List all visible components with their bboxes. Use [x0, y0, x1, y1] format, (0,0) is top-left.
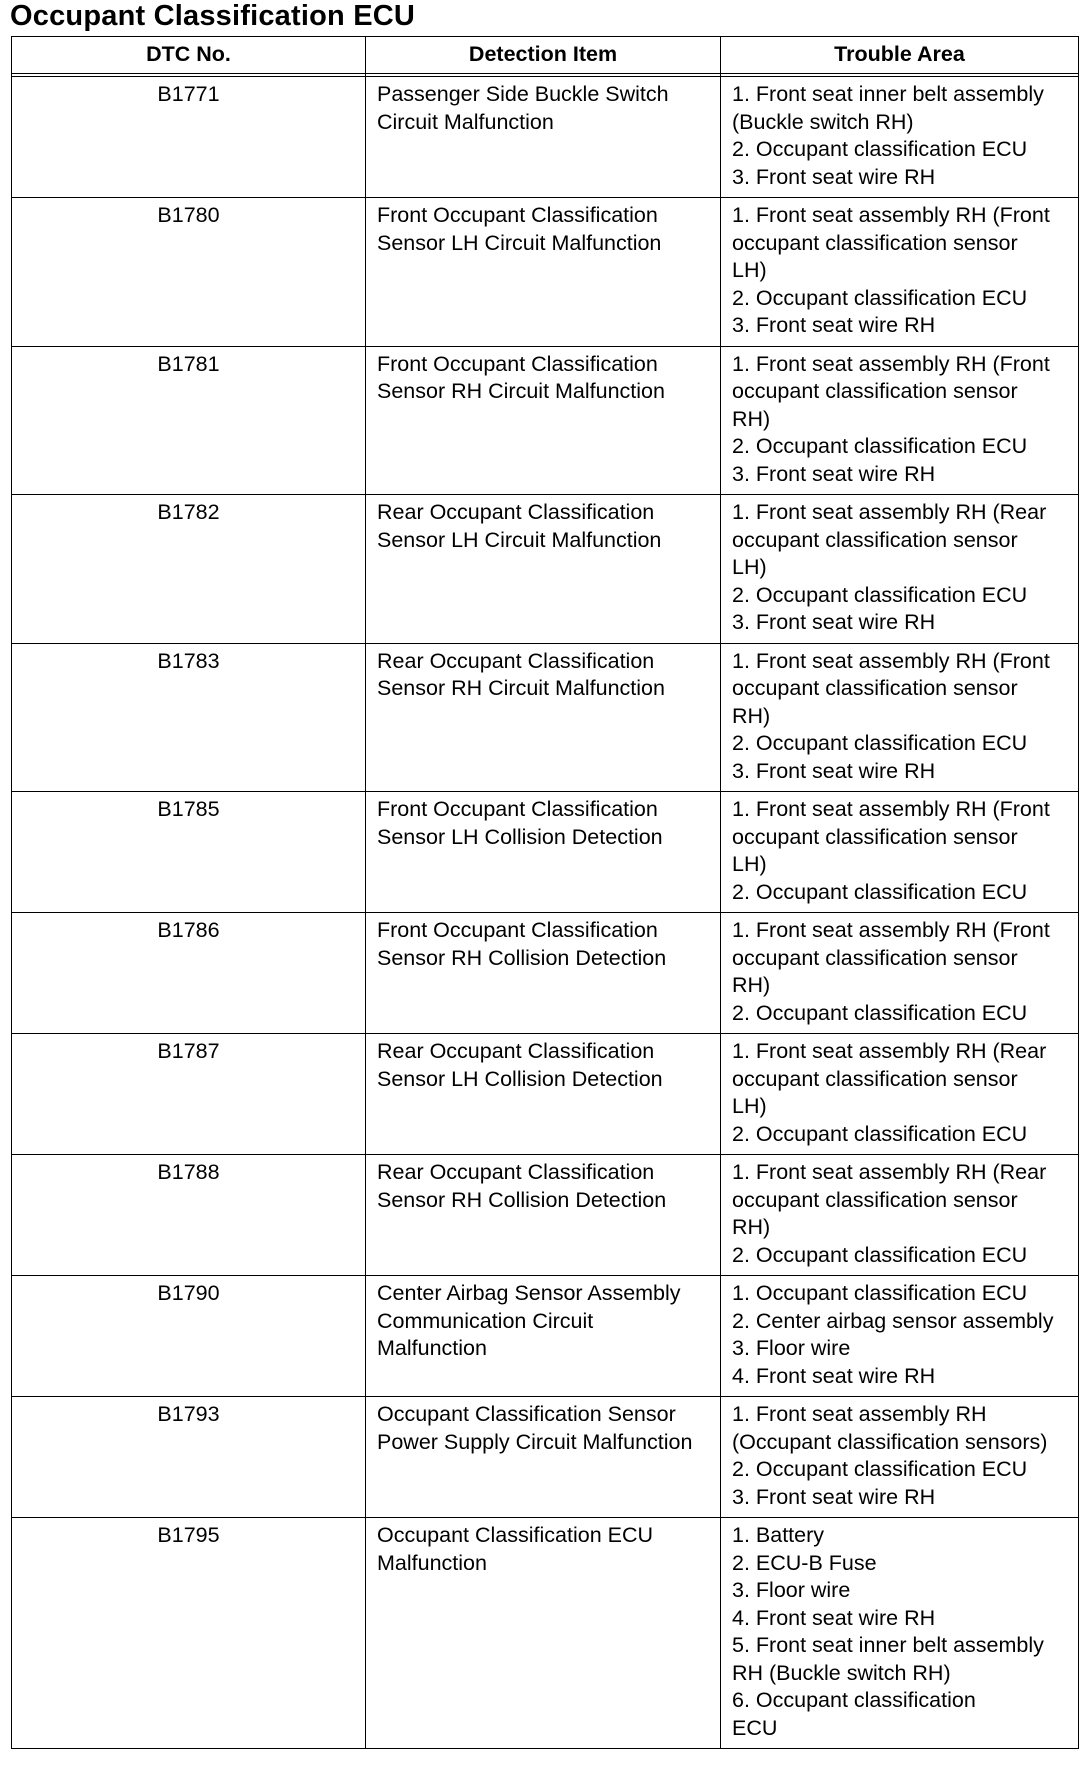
table-row — [12, 1155, 1079, 1276]
trouble-area-line: (Buckle switch RH) — [732, 109, 914, 134]
dtc-code: B1795 — [157, 1523, 220, 1547]
trouble-area-line: 3. Front seat wire RH — [732, 313, 936, 337]
dtc-code-cell — [12, 495, 366, 644]
detection-item-cell — [366, 792, 721, 913]
trouble-area-line: 3. Front seat wire RH — [732, 164, 936, 189]
trouble-area-line: 1. Front seat assembly RH (Front — [732, 203, 1050, 227]
trouble-area-line: 2. Occupant classification ECU — [732, 1242, 1028, 1267]
trouble-area-line: LH) — [732, 258, 767, 282]
trouble-area-cell — [721, 1397, 1079, 1518]
table-row — [12, 1034, 1079, 1155]
trouble-area-cell — [721, 1518, 1079, 1749]
trouble-area-cell — [721, 1276, 1079, 1397]
detection-item: Front Occupant Classification Sensor RH Circuit Malfunction — [377, 351, 665, 403]
detection-item-cell — [366, 1155, 721, 1276]
detection-item-cell — [366, 495, 721, 644]
trouble-area-line: 3. Front seat wire RH — [732, 461, 936, 486]
trouble-area-cell — [721, 198, 1079, 347]
trouble-area-line: occupant classification sensor — [732, 230, 1018, 255]
trouble-area-line: occupant classification sensor — [732, 527, 1018, 552]
detection-item-cell — [366, 1397, 721, 1518]
detection-item: Occupant Classification ECU Malfunction — [377, 1523, 654, 1575]
trouble-area-line: 3. Front seat wire RH — [732, 610, 936, 634]
trouble-area-line: LH) — [732, 852, 767, 876]
header-dtc-no: DTC No. — [12, 37, 366, 74]
trouble-area-cell — [721, 77, 1079, 198]
detection-item: Front Occupant Classification Sensor LH Circuit Malfunction — [377, 203, 662, 255]
dtc-code-cell — [12, 1155, 366, 1276]
detection-item: Front Occupant Classification Sensor RH Collision Detection — [377, 918, 667, 970]
trouble-area-line: RH) — [732, 973, 771, 997]
trouble-area-line: RH (Buckle switch RH) — [732, 1660, 951, 1685]
trouble-area-cell — [721, 792, 1079, 913]
header-trouble-area: Trouble Area — [721, 37, 1079, 74]
trouble-area-line: 2. Occupant classification ECU — [732, 285, 1028, 310]
detection-item-cell — [366, 913, 721, 1034]
trouble-area-line: 1. Front seat assembly RH (Front — [732, 351, 1050, 376]
trouble-area-cell — [721, 643, 1079, 792]
trouble-area-line: 5. Front seat inner belt assembly — [732, 1633, 1044, 1657]
trouble-area-line: 3. Floor wire — [732, 1336, 851, 1360]
trouble-area-line: 2. ECU-B Fuse — [732, 1550, 877, 1575]
dtc-code-cell — [12, 1034, 366, 1155]
table-header — [12, 37, 1079, 77]
dtc-code: B1782 — [157, 500, 220, 524]
trouble-area-line: occupant classification sensor — [732, 945, 1018, 970]
detection-item: Rear Occupant Classification Sensor RH Circuit Malfunction — [377, 648, 665, 700]
table-row — [12, 198, 1079, 347]
dtc-code: B1788 — [157, 1160, 220, 1184]
dtc-code: B1785 — [157, 797, 220, 821]
trouble-area-line: occupant classification sensor — [732, 379, 1018, 403]
trouble-area-line: 1. Battery — [732, 1523, 825, 1547]
table-row — [12, 1518, 1079, 1749]
trouble-area-line: 2. Occupant classification ECU — [732, 1457, 1028, 1481]
trouble-area-cell — [721, 1155, 1079, 1276]
trouble-area-line: LH) — [732, 1094, 767, 1118]
table-row — [12, 792, 1079, 913]
trouble-area-cell — [721, 913, 1079, 1034]
dtc-code: B1780 — [157, 203, 220, 227]
trouble-area-line: 2. Occupant classification ECU — [732, 582, 1028, 607]
dtc-code-cell — [12, 346, 366, 495]
trouble-area-line: 2. Occupant classification ECU — [732, 1121, 1028, 1146]
dtc-code: B1786 — [157, 918, 220, 942]
detection-item: Rear Occupant Classification Sensor LH Circuit Malfunction — [377, 500, 662, 552]
detection-item: Rear Occupant Classification Sensor LH Collision Detection — [377, 1039, 663, 1091]
dtc-code: B1771 — [157, 82, 220, 106]
trouble-area-line: 1. Front seat assembly RH (Rear — [732, 1160, 1047, 1184]
trouble-area-line: LH) — [732, 555, 767, 579]
trouble-area-line: 2. Occupant classification ECU — [732, 879, 1028, 904]
detection-item-cell — [366, 1034, 721, 1155]
trouble-area-line: 3. Front seat wire RH — [732, 1484, 936, 1509]
trouble-area-line: 4. Front seat wire RH — [732, 1363, 936, 1388]
detection-item-cell — [366, 77, 721, 198]
page-title: Occupant Classification ECU — [10, 0, 416, 32]
detection-item: Center Airbag Sensor Assembly Communication Circuit Malfunction — [377, 1281, 681, 1360]
detection-item: Passenger Side Buckle Switch Circuit Malfunction — [377, 82, 669, 134]
trouble-area-cell — [721, 495, 1079, 644]
dtc-code-cell — [12, 913, 366, 1034]
table-row — [12, 346, 1079, 495]
trouble-area-line: 2. Occupant classification ECU — [732, 731, 1028, 755]
trouble-area-line: occupant classification sensor — [732, 676, 1018, 700]
dtc-code: B1787 — [157, 1039, 220, 1063]
dtc-code: B1783 — [157, 648, 220, 673]
trouble-area-cell — [721, 1034, 1079, 1155]
trouble-area-line: RH) — [732, 406, 771, 431]
trouble-area-line: 6. Occupant classification — [732, 1688, 976, 1712]
trouble-area-line: 1. Front seat assembly RH (Rear — [732, 500, 1047, 524]
trouble-area-line: 1. Front seat assembly RH (Front — [732, 797, 1050, 821]
trouble-area-line: ECU — [732, 1715, 778, 1740]
header-detection-item: Detection Item — [366, 37, 721, 74]
table-row — [12, 643, 1079, 792]
trouble-area-line: 2. Occupant classification ECU — [732, 1000, 1028, 1025]
trouble-area-line: 1. Front seat assembly RH (Rear — [732, 1039, 1047, 1063]
detection-item-cell — [366, 1276, 721, 1397]
detection-item-cell — [366, 346, 721, 495]
trouble-area-line: 1. Front seat assembly RH (Front — [732, 648, 1050, 673]
trouble-area-line: occupant classification sensor — [732, 1187, 1018, 1212]
detection-item-cell — [366, 643, 721, 792]
dtc-table — [11, 36, 1079, 1749]
table-row — [12, 913, 1079, 1034]
dtc-code-cell — [12, 77, 366, 198]
trouble-area-line: 1. Front seat assembly RH (Front — [732, 918, 1050, 942]
detection-item: Front Occupant Classification Sensor LH Collision Detection — [377, 797, 663, 849]
trouble-area-line: 1. Front seat assembly RH — [732, 1402, 987, 1426]
trouble-area-line: (Occupant classification sensors) — [732, 1429, 1048, 1454]
trouble-area-cell — [721, 346, 1079, 495]
trouble-area-line: occupant classification sensor — [732, 1066, 1018, 1091]
trouble-area-line: 3. Front seat wire RH — [732, 758, 936, 783]
dtc-code-cell — [12, 792, 366, 913]
dtc-code-cell — [12, 643, 366, 792]
table-body — [12, 77, 1079, 1749]
dtc-code: B1781 — [157, 351, 220, 376]
dtc-code: B1793 — [157, 1402, 220, 1426]
trouble-area-line: 2. Center airbag sensor assembly — [732, 1308, 1054, 1333]
trouble-area-line: 1. Front seat inner belt assembly — [732, 82, 1044, 106]
trouble-area-line: 2. Occupant classification ECU — [732, 137, 1028, 161]
dtc-code: B1790 — [157, 1281, 220, 1305]
dtc-code-cell — [12, 1276, 366, 1397]
dtc-code-cell — [12, 198, 366, 347]
trouble-area-line: RH) — [732, 1215, 771, 1239]
trouble-area-line: 4. Front seat wire RH — [732, 1605, 936, 1630]
trouble-area-line: 2. Occupant classification ECU — [732, 434, 1028, 458]
trouble-area-line: occupant classification sensor — [732, 824, 1018, 849]
table-row — [12, 1397, 1079, 1518]
detection-item-cell — [366, 1518, 721, 1749]
detection-item: Rear Occupant Classification Sensor RH Collision Detection — [377, 1160, 667, 1212]
trouble-area-line: RH) — [732, 703, 771, 728]
trouble-area-line: 1. Occupant classification ECU — [732, 1281, 1028, 1305]
detection-item-cell — [366, 198, 721, 347]
detection-item: Occupant Classification Sensor Power Supply Circuit Malfunction — [377, 1402, 693, 1454]
trouble-area-line: 3. Floor wire — [732, 1578, 851, 1602]
table-row — [12, 77, 1079, 198]
table-row — [12, 495, 1079, 644]
dtc-code-cell — [12, 1518, 366, 1749]
dtc-code-cell — [12, 1397, 366, 1518]
table-row — [12, 1276, 1079, 1397]
